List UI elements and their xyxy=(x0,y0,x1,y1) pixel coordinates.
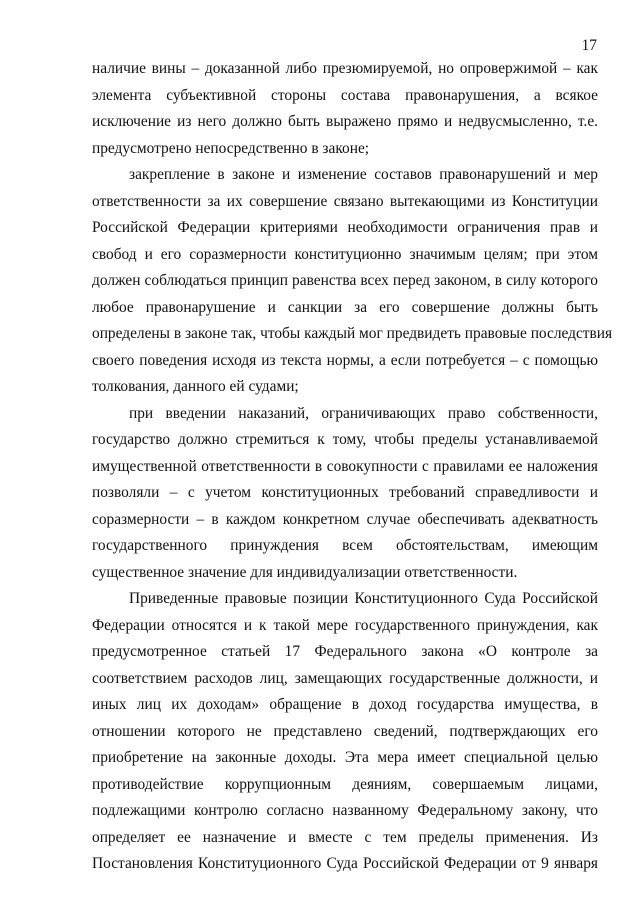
paragraph-property-sanctions xyxy=(92,401,598,587)
text-line: наличие вины – доказанной либо презюмируемой, но опровержимой – как xyxy=(92,60,598,77)
text-line: отношении которого не представлено сведений, подтверждающих его xyxy=(92,722,598,740)
text-line: элемента субъективной стороны состава правонарушения, а всякое xyxy=(92,86,598,104)
text-line: соответствием расходов лиц, замещающих государственные должности, и xyxy=(92,669,598,687)
text-line: подлежащими контролю согласно названному Федеральному закону, что xyxy=(92,802,598,819)
text-line: при введении наказаний, ограничивающих право собственности, xyxy=(129,404,598,422)
text-line: соразмерности – в каждом конкретном случае обеспечивать адекватность xyxy=(92,510,598,528)
text-line: государственного принуждения всем обстоятельствам, имеющим xyxy=(92,537,598,554)
text-line: позволяли – с учетом конституционных требований справедливости и xyxy=(92,484,598,501)
text-line: Постановления Конституционного Суда Российской Федерации от 9 января xyxy=(92,855,598,872)
text-line: определены в законе так, чтобы каждый мог предвидеть правовые последствия xyxy=(92,325,613,342)
text-line: Приведенные правовые позиции Конституционного Суда Российской xyxy=(129,590,598,607)
text-line: исключение из него должно быть выражено прямо и недвусмысленно, т.е. xyxy=(92,113,598,130)
page-number: 17 xyxy=(581,37,597,54)
text-line: Федерации относятся и к такой мере государственного принуждения, как xyxy=(92,616,598,634)
text-line: существенное значение для индивидуализации ответственности. xyxy=(92,563,518,581)
paragraph-legal-certainty xyxy=(92,162,613,401)
text-line: любое правонарушение и санкции за его совершение должны быть xyxy=(92,298,598,316)
paragraph-legal-positions xyxy=(92,586,598,878)
text-line: толкования, данного ей судами; xyxy=(92,378,299,395)
text-line: имущественной ответственности в совокупности с правилами ее наложения xyxy=(92,457,598,475)
text-line: противодействие коррупционным деяниям, совершаемым лицами, xyxy=(92,775,598,793)
text-line: определяет ее назначение и вместе с тем пределы применения. Из xyxy=(92,828,598,846)
text-line: своего поведения исходя из текста нормы, а если потребуется – с помощью xyxy=(92,351,598,369)
text-line: Российской Федерации критериями необходимости ограничения прав и xyxy=(92,219,598,236)
text-line: приобретение на законные доходы. Эта мера имеет специальной целью xyxy=(92,749,598,766)
text-line: свобод и его соразмерности конституционно значимым целям; при этом xyxy=(92,245,598,263)
text-line: предусмотренное статьей 17 Федерального закона «О контроле за xyxy=(92,643,598,660)
text-line: иных лиц их доходам» обращение в доход государства имущества, в xyxy=(92,696,598,713)
text-line: закрепление в законе и изменение составов правонарушений и мер xyxy=(129,166,598,183)
text-line: должен соблюдаться принцип равенства всех перед законом, в силу которого xyxy=(92,272,598,289)
text-line: предусмотрено непосредственно в законе; xyxy=(92,139,370,157)
text-line: ответственности за их совершение связано вытекающими из Конституции xyxy=(92,192,598,210)
body-text xyxy=(92,56,613,878)
paragraph-guilt xyxy=(92,56,598,162)
text-line: государство должно стремиться к тому, чтобы пределы устанавливаемой xyxy=(92,431,598,448)
